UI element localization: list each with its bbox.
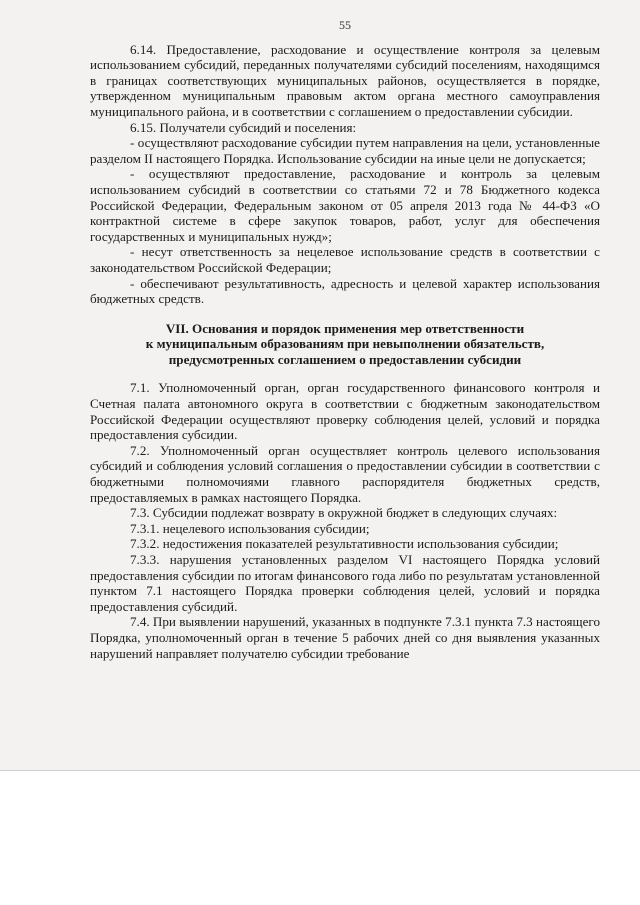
paragraph-6-15: 6.15. Получатели субсидий и поселения: — [130, 119, 357, 135]
section-7-heading-line: к муниципальным образованиям при невыполнении обязательств, — [145, 336, 545, 352]
section-7-heading-line: предусмотренных соглашением о предоставлении субсидии — [168, 351, 522, 367]
paragraph-6-14: 6.14. Предоставление, расходование и осуществление контроля за целевым использованием субсидий, переданных получателями субсидий поселениям, находящимся в границах соответствующих муниципальных районов, осуществляется в порядке, утвержденном муниципальным правовым актом органа местного самоуправления муниципального района, и в соответствии с соглашением о предоставлении субсидии. — [90, 41, 600, 119]
list-item: - осуществляют предоставление, расходование и контроль за целевым использованием субсидий в соответствии со статьями 72 и 78 Бюджетного кодекса Российской Федерации, Федеральным законом от 05 апреля 2013 года № 44-ФЗ «О контрактной системе в сфере закупок товаров, работ, услуг для обеспечения государственных и муниципальных нужд»; — [90, 166, 600, 244]
paragraph-7-3: 7.3. Субсидии подлежат возврату в окружной бюджет в следующих случаях: — [130, 505, 558, 521]
list-item: - несут ответственность за нецелевое использование средств в соответствии с законодательством Российской Федерации; — [90, 244, 600, 275]
paragraph-7-3-3: 7.3.3. нарушения установленных разделом VI настоящего Порядка условий предоставления субсидии по итогам финансового года либо по результатам установленной пунктом 7.1 настоящего Порядка проверки соблюдения целей, условий и порядка предоставления субсидий. — [90, 552, 600, 614]
paragraph-7-4: 7.4. При выявлении нарушений, указанных в подпункте 7.3.1 пункта 7.3 настоящего Порядка, уполномоченный орган в течение 5 рабочих дней со дня выявления указанных нарушений направляет получателю субсидии требование — [90, 614, 600, 661]
paragraph-7-3-1: 7.3.1. нецелевого использования субсидии; — [130, 520, 370, 536]
list-item: - осуществляют расходование субсидии путем направления на цели, установленные разделом II настоящего Порядка. Использование субсидии на иные цели не допускается; — [90, 135, 600, 166]
paragraph-7-1: 7.1. Уполномоченный орган, орган государственного финансового контроля и Счетная палата автономного округа в соответствии с бюджетным законодательством Российской Федерации осуществляют проверку соблюдения целей, условий и порядка предоставления субсидии. — [90, 380, 600, 443]
page-number: 55 — [339, 18, 351, 32]
paragraph-7-2: 7.2. Уполномоченный орган осуществляет контроль целевого использования субсидий и соблюдения условий соглашения о предоставлении субсидии в соответствии с бюджетными полномочиями главного распорядителя бюджетных средств, предоставляемых в рамках настоящего Порядка. — [90, 442, 600, 505]
paragraph-7-3-2: 7.3.2. недостижения показателей результативности использования субсидии; — [130, 536, 559, 552]
document-body — [90, 18, 600, 661]
list-item: - обеспечивают результативность, адресность и целевой характер использования бюджетных средств. — [90, 275, 600, 307]
section-7-heading-line: VII. Основания и порядок применения мер ответственности — [165, 320, 525, 336]
section-7-heading — [90, 321, 600, 368]
